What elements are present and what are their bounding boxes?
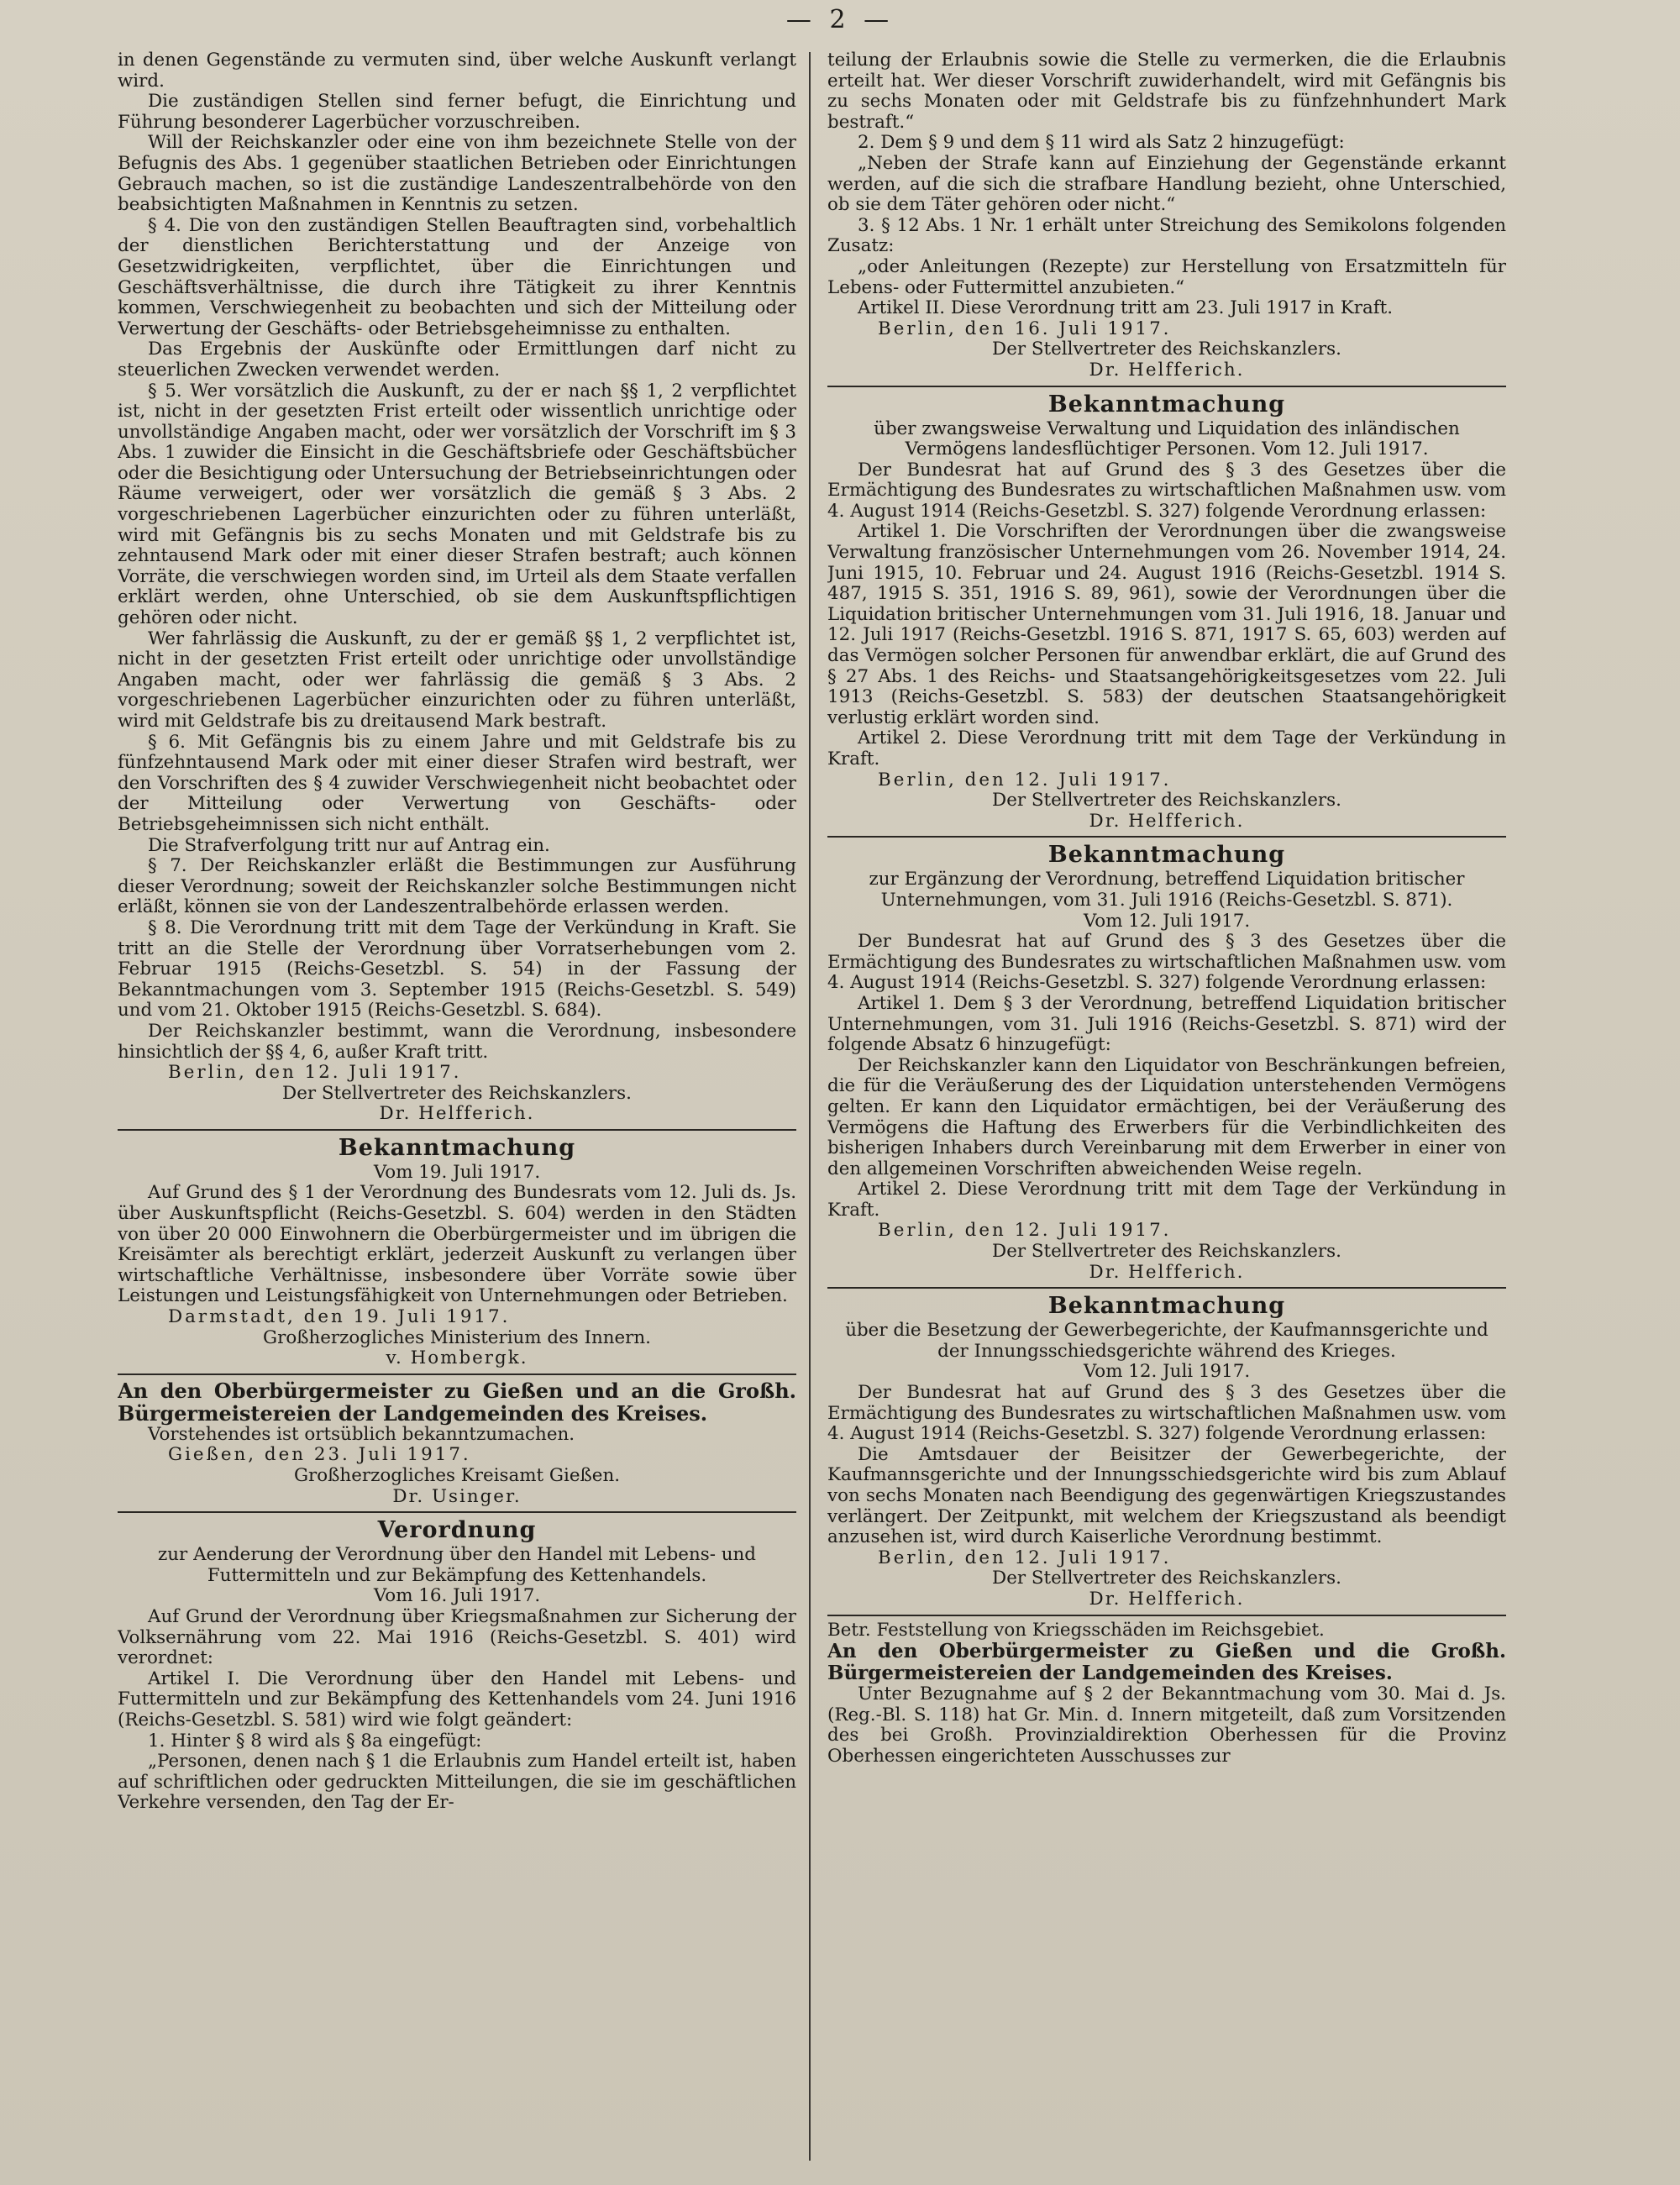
signature-name: Dr. Helfferich. xyxy=(379,1103,535,1125)
paragraph: Artikel I. Die Verordnung über den Handel mit Lebens- und Futtermitteln und zur Bekämpfung des Kettenhandels vom 24. Juni 1916 (Reichs-Gesetzbl. S. 581) wird wie folgt geändert: xyxy=(118,1668,796,1731)
paragraph: Artikel 2. Diese Verordnung tritt mit dem Tage der Verkündung in Kraft. xyxy=(827,727,1506,769)
paragraph: Der Bundesrat hat auf Grund des § 3 des Gesetzes über die Ermächtigung des Bundesrates zu wirtschaftlichen Maßnahmen usw. vom 4. August 1914 (Reichs-Gesetzbl. S. 327) folgende Verordnung erlassen: xyxy=(827,931,1506,994)
section-date: Vom 16. Juli 1917. xyxy=(373,1585,541,1607)
signature-place-date: Berlin, den 12. Juli 1917. xyxy=(878,1547,1172,1568)
section-divider xyxy=(118,1374,796,1375)
left-column xyxy=(118,50,796,2146)
section-divider xyxy=(827,836,1506,838)
paragraph: § 8. Die Verordnung tritt mit dem Tage der Verkündung in Kraft. Sie tritt an die Stelle der Verordnung über Vorratserhebungen vom 2. Februar 1915 (Reichs-Gesetzbl. S. 54) in der Fassung der Bekanntmachungen vom 3. September 1915 (Reichs-Gesetzbl. S. 549) und vom 21. Oktober 1915 (Reichs-Gesetzbl. S. 684). xyxy=(118,917,796,1022)
paragraph: „Neben der Strafe kann auf Einziehung der Gegenstände erkannt werden, auf die sich die strafbare Handlung bezieht, ohne Unterschied, ob sie dem Täter gehören oder nicht.“ xyxy=(827,152,1506,216)
signature-role: Der Stellvertreter des Reichskanzlers. xyxy=(992,339,1341,360)
section-divider xyxy=(827,1287,1506,1289)
signature-name: v. Hombergk. xyxy=(386,1347,528,1369)
section-date: Vom 12. Juli 1917. xyxy=(1083,1361,1251,1383)
section-divider xyxy=(827,1615,1506,1616)
paragraph: Der Bundesrat hat auf Grund des § 3 des Gesetzes über die Ermächtigung des Bundesrates zu wirtschaftlichen Maßnahmen usw. vom 4. August 1914 (Reichs-Gesetzbl. S. 327) folgende Verordnung erlassen: xyxy=(827,1382,1506,1445)
signature-role: Der Stellvertreter des Reichskanzlers. xyxy=(992,790,1341,811)
paragraph: Artikel 1. Die Vorschriften der Verordnungen über die zwangsweise Verwaltung französischer Unternehmungen vom 26. November 1914, 24. Juni 1915, 10. Februar und 24. August 1916 (Reichs-Gesetzbl. 1914 S. 487, 1915 S. 351, 1916 S. 89, 961), sowie der Verordnungen über die Liquidation britischer Unternehmungen vom 31. Juli 1916, 18. Januar und 12. Juli 1917 (Reichs-Gesetzbl. 1916 S. 871, 1917 S. 65, 603) werden auf das Vermögen solcher Personen für anwendbar erklärt, die auf Grund des § 27 Abs. 1 des Reichs- und Staatsangehörigkeitsgesetzes vom 22. Juli 1913 (Reichs-Gesetzbl. S. 583) der deutschen Staatsangehörigkeit verlustig erklärt worden sind. xyxy=(827,521,1506,728)
signature-place-date: Darmstadt, den 19. Juli 1917. xyxy=(168,1306,511,1328)
paragraph: Unter Bezugnahme auf § 2 der Bekanntmachung vom 30. Mai d. Js. (Reg.-Bl. S. 118) hat Gr. Min. d. Innern mitgeteilt, daß zum Vorsitzenden des bei Großh. Provinzialdirektion Oberhessen für die Provinz Oberhessen eingerichteten Ausschusses zur xyxy=(827,1683,1506,1767)
paragraph: § 6. Mit Gefängnis bis zu einem Jahre und mit Geldstrafe bis zu fünfzehntausend Mark oder mit einer dieser Strafen wird bestraft, wer den Vorschriften des § 4 zuwider Verschwiegenheit nicht beobachtet oder der Mitteilung oder Verwertung von Geschäfts- oder Betriebsgeheimnissen sich nicht enthält. xyxy=(118,731,796,835)
signature-name: Dr. Helfferich. xyxy=(1089,1588,1245,1610)
paragraph: § 5. Wer vorsätzlich die Auskunft, zu der er nach §§ 1, 2 verpflichtet ist, nicht in der gesetzten Frist erteilt oder wissentlich unrichtige oder unvollständige Angaben macht, oder wer vorsätzlich der Vorschrift im § 3 Abs. 1 zuwider die Einsicht in die Geschäftsbriefe oder Geschäftsbücher oder die Besichtigung oder Untersuchung der Betriebseinrichtungen oder Räume verweigert, oder wer vorsätzlich die gemäß § 3 Abs. 2 vorgeschriebenen Lagerbücher einzurichten oder zu führen unterläßt, wird mit Gefängnis bis zu sechs Monaten und mit Geldstrafe bis zu zehntausend Mark oder mit einer dieser Strafen bestraft; auch können Vorräte, die verschwiegen worden sind, im Urteil als dem Staate verfallen erklärt werden, ohne Unterschied, ob sie dem Auskunftspflichtigen gehören oder nicht. xyxy=(118,380,796,629)
paragraph: Artikel 2. Diese Verordnung tritt mit dem Tage der Verkündung in Kraft. xyxy=(827,1179,1506,1221)
address-heading: An den Oberbürgermeister zu Gießen und an die Großh. Bürgermeistereien der Landgemeinden des Kreises. xyxy=(118,1378,796,1426)
section-date: Vom 12. Juli 1917. xyxy=(1083,910,1251,932)
paragraph: Vorstehendes ist ortsüblich bekanntzumachen. xyxy=(148,1423,575,1445)
paragraph: Die Amtsdauer der Beisitzer der Gewerbegerichte, der Kaufmannsgerichte und der Innungsschiedsgerichte wird bis zum Ablauf von sechs Monaten nach Beendigung des gegenwärtigen Kriegszustandes verlängert. Der Zeitpunkt, mit welchem der Kriegszustand als beendigt anzusehen ist, wird durch Kaiserliche Verordnung bestimmt. xyxy=(827,1443,1506,1548)
signature-name: Dr. Helfferich. xyxy=(1089,810,1245,832)
address-heading: An den Oberbürgermeister zu Gießen und die Großh. Bürgermeistereien der Landgemeinden des Kreises. xyxy=(827,1640,1506,1685)
subject-line: Betr. Feststellung von Kriegsschäden im Reichsgebiet. xyxy=(827,1619,1325,1641)
paragraph: „Personen, denen nach § 1 die Erlaubnis zum Handel erteilt ist, haben auf schriftlichen oder gedruckten Mitteilungen, die sie im geschäftlichen Verkehre versenden, den Tag der Er- xyxy=(118,1751,796,1814)
signature-role: Großherzogliches Kreisamt Gießen. xyxy=(293,1465,621,1486)
right-column xyxy=(827,50,1506,2151)
paragraph: 2. Dem § 9 und dem § 11 wird als Satz 2 hinzugefügt: xyxy=(858,132,1345,154)
signature-name: Dr. Helfferich. xyxy=(1089,359,1245,381)
paragraph: Das Ergebnis der Auskünfte oder Ermittlungen darf nicht zu steuerlichen Zwecken verwendet werden. xyxy=(118,339,796,381)
section-heading: Bekanntmachung xyxy=(1047,391,1286,418)
paragraph: Die Strafverfolgung tritt nur auf Antrag ein. xyxy=(148,834,550,856)
section-heading: Bekanntmachung xyxy=(338,1134,576,1161)
signature-place-date: Berlin, den 12. Juli 1917. xyxy=(168,1062,462,1084)
paragraph: „oder Anleitungen (Rezepte) zur Herstellung von Ersatzmitteln für Lebens- oder Futtermittel anzubieten.“ xyxy=(827,255,1506,298)
section-divider xyxy=(118,1511,796,1513)
paragraph: § 7. Der Reichskanzler erläßt die Bestimmungen zur Ausführung dieser Verordnung; soweit der Reichskanzler solche Bestimmungen nicht erläßt, können sie von der Landeszentralbehörde erlassen werden. xyxy=(118,855,796,918)
signature-place-date: Gießen, den 23. Juli 1917. xyxy=(168,1444,471,1466)
signature-role: Großherzogliches Ministerium des Innern. xyxy=(263,1326,651,1348)
signature-name: Dr. Usinger. xyxy=(392,1485,522,1507)
paragraph: § 4. Die von den zuständigen Stellen Beauftragten sind, vorbehaltlich der dienstlichen Berichterstattung und der Anzeige von Gesetzwidrigkeiten, verpflichtet, über die Einrichtungen und Geschäftsverhältnisse, die durch ihre Tätigkeit zu ihrer Kenntnis kommen, Verschwiegenheit zu beobachten und sich der Mitteilung oder Verwertung der Geschäfts- oder Betriebsgeheimnisse zu enthalten. xyxy=(118,214,796,339)
section-heading: Bekanntmachung xyxy=(1047,842,1286,869)
signature-role: Der Stellvertreter des Reichskanzlers. xyxy=(992,1568,1341,1589)
section-date: Vom 19. Juli 1917. xyxy=(373,1161,541,1183)
paragraph: Die zuständigen Stellen sind ferner befugt, die Einrichtung und Führung besonderer Lagerbücher vorzuschreiben. xyxy=(118,91,796,133)
signature-place-date: Berlin, den 16. Juli 1917. xyxy=(878,318,1172,339)
section-heading: Bekanntmachung xyxy=(1047,1293,1286,1320)
signature-role: Der Stellvertreter des Reichskanzlers. xyxy=(992,1241,1341,1263)
paragraph: teilung der Erlaubnis sowie die Stelle zu vermerken, die die Erlaubnis erteilt hat. Wer dieser Vorschrift zuwiderhandelt, wird mit Gefängnis bis zu sechs Monaten oder mit Geldstrafe bis zu fünfzehnhundert Mark bestraft.“ xyxy=(827,50,1506,133)
section-subtitle: über zwangsweise Verwaltung und Liquidation des inländischen Vermögens landesflüchtiger Personen. Vom 12. Juli 1917. xyxy=(874,418,1460,460)
paragraph: Auf Grund des § 1 der Verordnung des Bundesrats vom 12. Juli ds. Js. über Auskunftspflicht (Reichs-Gesetzbl. S. 604) werden in den Städten von über 20 000 Einwohnern die Oberbürgermeister und im übrigen die Kreisämter als berechtigt erklärt, jederzeit Auskunft zu verlangen über wirtschaftliche Verhältnisse, insbesondere über Vorräte sowie über Leistungen und Leistungsfähigkeit von Unternehmungen oder Betrieben. xyxy=(118,1182,796,1307)
column-divider xyxy=(809,52,811,2161)
paragraph: Wer fahrlässig die Auskunft, zu der er gemäß §§ 1, 2 verpflichtet ist, nicht in der gesetzten Frist erteilt oder unrichtige oder unvollständige Angaben macht, oder wer fahrlässig die gemäß § 3 Abs. 2 vorgeschriebenen Lagerbücher einzurichten oder zu führen unterläßt, wird mit Geldstrafe bis zu dreitausend Mark bestraft. xyxy=(118,628,796,732)
page-number: — 2 — xyxy=(785,5,895,34)
section-subtitle: über die Besetzung der Gewerbegerichte, der Kaufmannsgerichte und der Innungsschiedsgerichte während des Krieges. xyxy=(845,1320,1488,1362)
section-subtitle: zur Aenderung der Verordnung über den Handel mit Lebens- und Futtermitteln und zur Bekämpfung des Kettenhandels. xyxy=(158,1544,756,1586)
paragraph: in denen Gegenstände zu vermuten sind, über welche Auskunft verlangt wird. xyxy=(118,50,796,92)
paragraph: Will der Reichskanzler oder eine von ihm bezeichnete Stelle von der Befugnis des Abs. 1 gegenüber staatlichen Betrieben oder Einrichtungen Gebrauch machen, so ist die zuständige Landeszentralbehörde von den beabsichtigten Maßnahmen in Kenntnis zu setzen. xyxy=(118,132,796,216)
section-subtitle: zur Ergänzung der Verordnung, betreffend Liquidation britischer Unternehmungen, vom 31. Juli 1916 (Reichs-Gesetzbl. S. 871). xyxy=(869,869,1465,911)
paragraph: Artikel II. Diese Verordnung tritt am 23. Juli 1917 in Kraft. xyxy=(858,297,1394,319)
paragraph: 3. § 12 Abs. 1 Nr. 1 erhält unter Streichung des Semikolons folgenden Zusatz: xyxy=(827,214,1506,257)
signature-place-date: Berlin, den 12. Juli 1917. xyxy=(878,1220,1172,1242)
section-divider xyxy=(827,386,1506,387)
signature-name: Dr. Helfferich. xyxy=(1089,1261,1245,1283)
paragraph: 1. Hinter § 8 wird als § 8a eingefügt: xyxy=(148,1730,482,1752)
section-divider xyxy=(118,1129,796,1131)
paragraph: Der Reichskanzler kann den Liquidator von Beschränkungen befreien, die für die Veräußerung des der Liquidation unterstehenden Vermögens gelten. Er kann den Liquidator ermächtigen, bei der Veräußerung des Vermögens die Haftung des Erwerbers für die Verbindlichkeiten des bisherigen Inhabers durch Vereinbarung mit dem Erwerber in einer von den allgemeinen Vorschriften abweichenden Weise regeln. xyxy=(827,1054,1506,1179)
paragraph: Artikel 1. Dem § 3 der Verordnung, betreffend Liquidation britischer Unternehmungen, vom 31. Juli 1916 (Reichs-Gesetzbl. S. 871) wird der folgende Absatz 6 hinzugefügt: xyxy=(827,992,1506,1056)
paragraph: Der Reichskanzler bestimmt, wann die Verordnung, insbesondere hinsichtlich der §§ 4, 6, außer Kraft tritt. xyxy=(118,1020,796,1063)
signature-role: Der Stellvertreter des Reichskanzlers. xyxy=(282,1082,632,1104)
section-heading: Verordnung xyxy=(377,1517,537,1544)
paragraph: Der Bundesrat hat auf Grund des § 3 des Gesetzes über die Ermächtigung des Bundesrates zu wirtschaftlichen Maßnahmen usw. vom 4. August 1914 (Reichs-Gesetzbl. S. 327) folgende Verordnung erlassen: xyxy=(827,459,1506,522)
signature-place-date: Berlin, den 12. Juli 1917. xyxy=(878,769,1172,790)
paragraph: Auf Grund der Verordnung über Kriegsmaßnahmen zur Sicherung der Volksernährung vom 22. Mai 1916 (Reichs-Gesetzbl. S. 401) wird verordnet: xyxy=(118,1605,796,1669)
